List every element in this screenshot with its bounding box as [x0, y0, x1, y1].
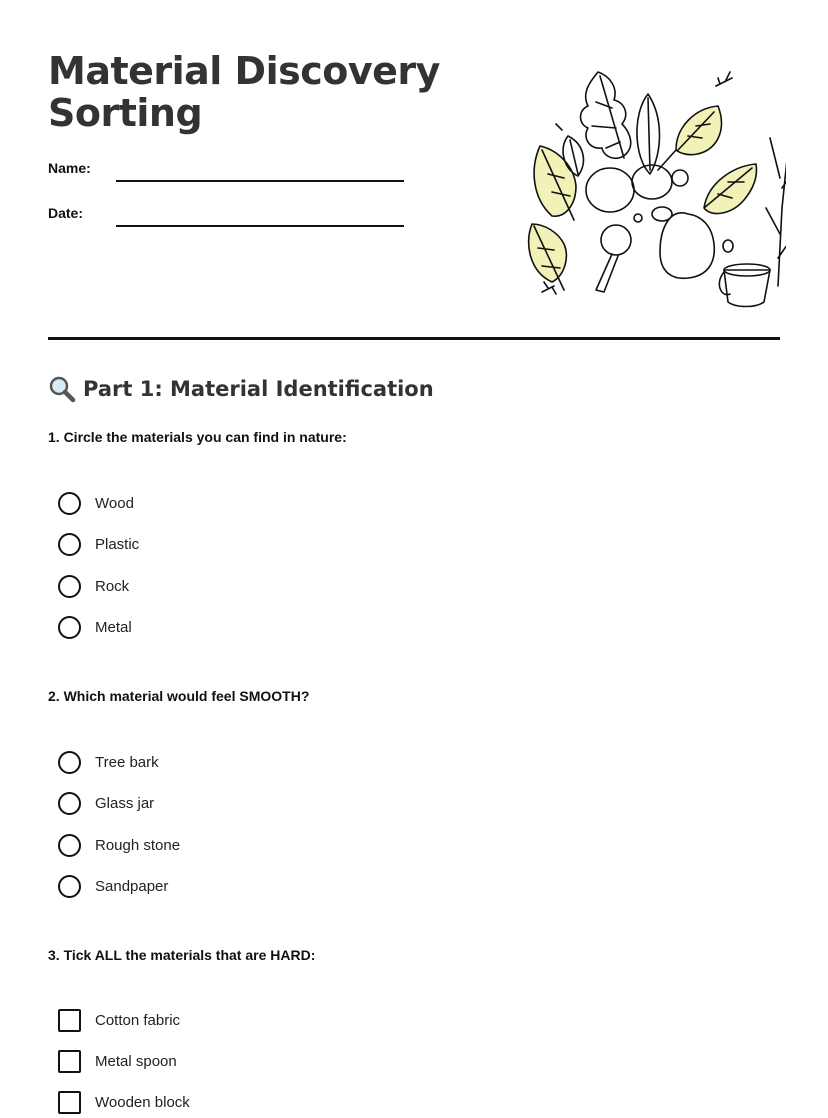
pebble-3-drawing: [672, 170, 688, 186]
yellow-leaf-bottom-drawing: [529, 224, 567, 290]
date-write-line[interactable]: [116, 225, 404, 227]
question-2: 2. Which material would feel SMOOTH?: [48, 688, 310, 704]
yellow-leaf-top-drawing: [676, 106, 722, 155]
radio-button[interactable]: [58, 792, 81, 815]
part1-heading: [48, 374, 434, 404]
twig-drawing: [766, 138, 786, 286]
radio-button[interactable]: [58, 533, 81, 556]
date-label: Date:: [48, 205, 84, 221]
header-divider: [48, 337, 780, 340]
date-field[interactable]: [48, 205, 408, 229]
option-label: Cotton fabric: [95, 1011, 181, 1029]
option-glass-jar[interactable]: [58, 791, 154, 815]
name-label: Name:: [48, 160, 91, 176]
magnifier-drawing: [601, 225, 631, 255]
option-rock[interactable]: [58, 574, 129, 598]
option-label: Wood: [95, 494, 134, 512]
nature-materials-illustration: [526, 58, 786, 316]
option-label: Sandpaper: [95, 877, 169, 895]
big-stone-drawing: [660, 213, 714, 278]
magnifying-glass-icon: [48, 375, 76, 403]
option-metal-spoon[interactable]: [58, 1049, 177, 1073]
option-label: Metal: [95, 618, 132, 636]
option-label: Rock: [95, 577, 130, 595]
radio-button[interactable]: [58, 834, 81, 857]
checkbox[interactable]: [58, 1091, 81, 1114]
option-cotton-fabric[interactable]: [58, 1008, 180, 1032]
option-tree-bark[interactable]: [58, 750, 159, 774]
worksheet-title: [48, 50, 440, 134]
name-field[interactable]: [48, 160, 408, 184]
radio-button[interactable]: [58, 616, 81, 639]
option-label: Metal spoon: [95, 1052, 177, 1070]
title-line-2: Sorting: [48, 91, 203, 135]
option-label: Tree bark: [95, 753, 159, 771]
option-rough-stone[interactable]: [58, 833, 180, 857]
yellow-leaf-right-drawing: [704, 164, 757, 214]
name-write-line[interactable]: [116, 180, 404, 182]
small-stone-drawing: [723, 240, 733, 252]
checkbox[interactable]: [58, 1050, 81, 1073]
magnifier-handle-drawing: [596, 254, 618, 292]
option-metal[interactable]: [58, 615, 132, 639]
radio-button[interactable]: [58, 575, 81, 598]
yellow-leaf-left-drawing: [534, 146, 576, 220]
option-plastic[interactable]: [58, 532, 139, 556]
part1-heading-text: Part 1: Material Identification: [83, 377, 434, 401]
option-sandpaper[interactable]: [58, 874, 168, 898]
option-label: Wooden block: [95, 1093, 190, 1111]
option-wooden-block[interactable]: [58, 1090, 190, 1114]
radio-button[interactable]: [58, 751, 81, 774]
option-wood[interactable]: [58, 491, 134, 515]
oak-leaf-drawing: [581, 72, 631, 158]
radio-button[interactable]: [58, 875, 81, 898]
option-label: Rough stone: [95, 836, 181, 854]
title-line-1: Material Discovery: [48, 49, 440, 93]
narrow-leaf-drawing: [637, 94, 660, 174]
option-label: Plastic: [95, 535, 140, 553]
option-label: Glass jar: [95, 794, 155, 812]
checkbox[interactable]: [58, 1009, 81, 1032]
question-1: 1. Circle the materials you can find in nature:: [48, 429, 347, 445]
question-3: 3. Tick ALL the materials that are HARD:: [48, 947, 316, 963]
pebble-1-drawing: [586, 168, 634, 212]
pebble-5-drawing: [634, 214, 642, 222]
radio-button[interactable]: [58, 492, 81, 515]
